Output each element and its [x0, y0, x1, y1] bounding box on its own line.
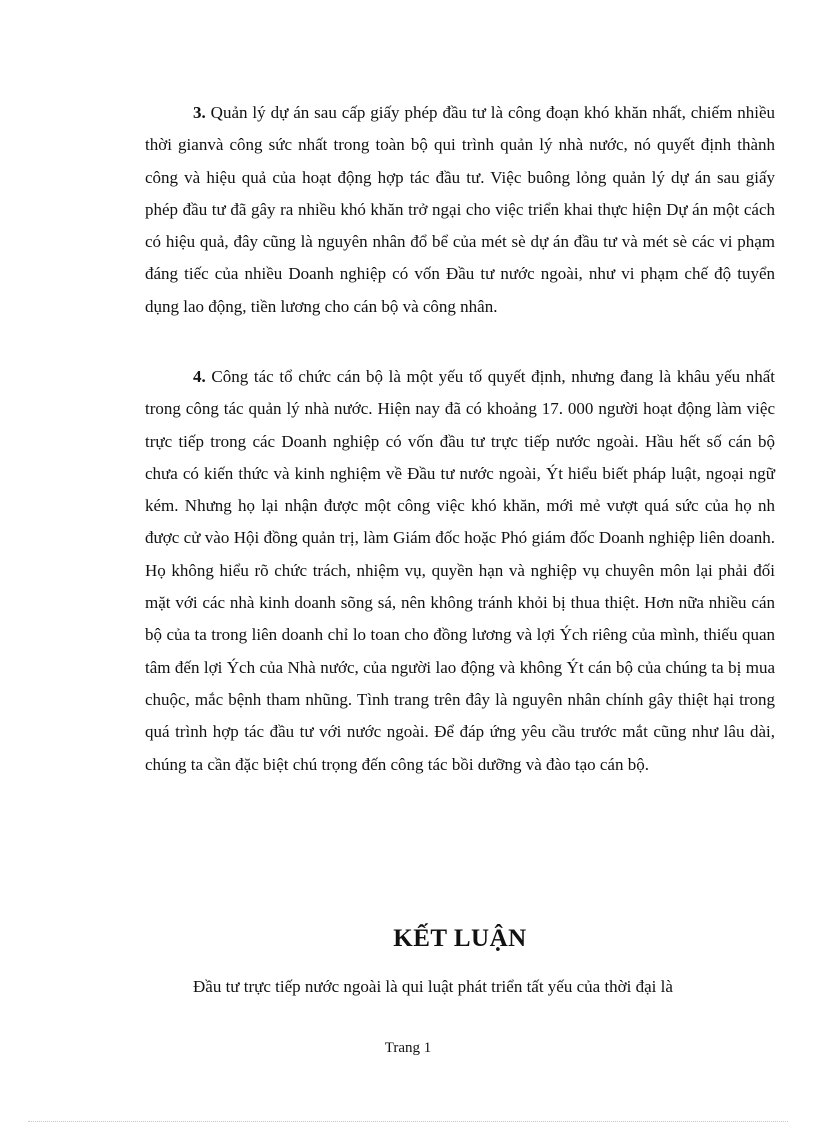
- paragraph-3: [145, 97, 775, 323]
- conclusion-heading: KẾT LUẬN: [393, 925, 527, 952]
- paragraph-3-number: 3.: [193, 103, 206, 122]
- paragraph-4-text: Công tác tổ chức cán bộ là một yếu tố quyết định, nhưng đang là khâu yếu nhất trong công tác quản lý nhà nước. Hiện nay đã có khoảng 17. 000 người hoạt động làm việc trực tiếp trong các Doanh nghiệp có vốn đầu tư trực tiếp nước ngoài. Hầu hết số cán bộ chưa có kiến thức và kinh nghiệm về Đầu tư nước ngoài, Ýt hiểu biết pháp luật, ngoại ngữ kém. Nhưng họ lại nhận được một công việc khó khăn, mới mẻ vượt quá sức của họ nh được cử vào Hội đồng quản trị, làm Giám đốc hoặc Phó giám đốc Doanh nghiệp liên doanh. Họ không hiểu rõ chức trách, nhiệm vụ, quyền hạn và nghiệp vụ chuyên môn lại phải đối mặt với các nhà kinh doanh sõng sá, nên không tránh khỏi bị thua thiệt. Hơn nữa nhiều cán bộ của ta trong liên doanh chỉ lo toan cho đồng lương và lợi Ých riêng của mình, thiếu quan tâm đến lợi Ých của Nhà nước, của người lao động và không Ýt cán bộ của chúng ta bị mua chuộc, mắc bệnh tham nhũng. Tình trang trên đây là nguyên nhân chính gây thiệt hại trong quá trình hợp tác đầu tư với nước ngoài. Để đáp ứng yêu cầu trước mắt cũng như lâu dài, chúng ta cần đặc biệt chú trọng đến công tác bồi dưỡng và đào tạo cán bộ.: [145, 367, 775, 774]
- paragraph-4: [145, 361, 775, 781]
- conclusion-first-line: Đầu tư trực tiếp nước ngoài là qui luật phát triển tất yếu của thời đại là: [193, 977, 673, 996]
- paragraph-4-number: 4.: [193, 367, 206, 386]
- page-bottom-edge: [28, 1121, 788, 1122]
- paragraph-3-text: Quản lý dự án sau cấp giấy phép đầu tư là công đoạn khó khăn nhất, chiếm nhiều thời gianvà công sức nhất trong toàn bộ qui trình quản lý nhà nước, nó quyết định thành công và hiệu quả của hoạt động hợp tác đầu tư. Việc buông lỏng quản lý dự án sau giấy phép đầu tư đã gây ra nhiều khó khăn trở ngại cho việc triển khai thực hiện Dự án một cách có hiệu quả, đây cũng là nguyên nhân đổ bể của mét sè dự án đầu tư và mét sè các vi phạm đáng tiếc của nhiều Doanh nghiệp có vốn Đầu tư nước ngoài, như vi phạm chế độ tuyển dụng lao động, tiền lương cho cán bộ và công nhân.: [145, 103, 775, 316]
- page-footer: Trang 1: [384, 1040, 432, 1056]
